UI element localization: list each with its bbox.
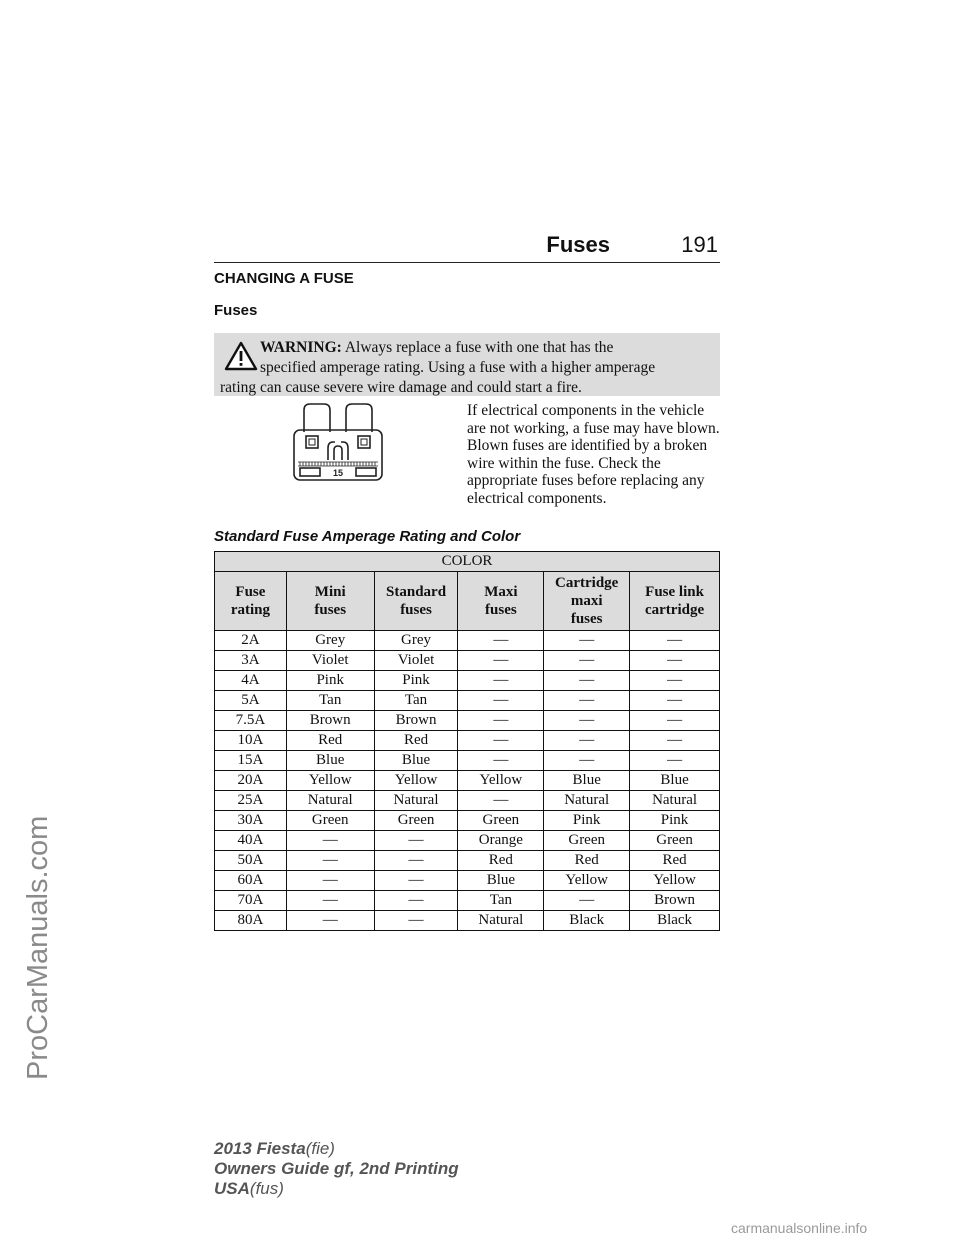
table-cell: — (630, 671, 720, 691)
table-cell: Tan (458, 891, 544, 911)
footer-guide: Owners Guide gf, 2nd Printing (214, 1159, 459, 1178)
column-header (215, 572, 287, 631)
table-cell: — (544, 891, 630, 911)
table-cell: — (458, 751, 544, 771)
table-cell: — (458, 711, 544, 731)
running-header (214, 232, 720, 263)
table-cell: — (544, 631, 630, 651)
table-cell: Red (544, 851, 630, 871)
table-cell: Brown (374, 711, 458, 731)
table-cell: — (630, 651, 720, 671)
table-cell: Yellow (544, 871, 630, 891)
column-header-line: Standard (386, 584, 447, 600)
column-header-line: Mini (314, 584, 346, 600)
table-row (215, 751, 720, 771)
table-cell: 40A (215, 831, 287, 851)
color-group-header: COLOR (215, 552, 720, 572)
table-cell: Green (544, 831, 630, 851)
table-cell: Green (374, 811, 458, 831)
table-cell: Green (286, 811, 374, 831)
table-cell: — (544, 671, 630, 691)
column-header-line: Fuse (235, 584, 266, 600)
warning-line-1: Always replace a fuse with one that has the (344, 339, 614, 356)
table-cell: Brown (286, 711, 374, 731)
table-cell: Pink (544, 811, 630, 831)
table-cell: 3A (215, 651, 287, 671)
table-cell: — (458, 691, 544, 711)
warning-label: WARNING: (260, 339, 342, 356)
column-header-line: Cartridge (555, 575, 619, 591)
column-header-line: Maxi (484, 584, 518, 600)
table-cell: Natural (544, 791, 630, 811)
table-row (215, 651, 720, 671)
table-cell: 7.5A (215, 711, 287, 731)
column-header-line: Fuse link (645, 584, 704, 600)
table-row (215, 851, 720, 871)
fuse-rating-label: 15 (332, 468, 344, 478)
table-cell: Tan (374, 691, 458, 711)
table-cell: — (630, 751, 720, 771)
table-title: Standard Fuse Amperage Rating and Color (214, 528, 521, 545)
table-cell: 5A (215, 691, 287, 711)
table-cell: — (286, 831, 374, 851)
column-header (544, 572, 630, 631)
table-row (215, 671, 720, 691)
table-cell: Green (458, 811, 544, 831)
table-cell: Natural (286, 791, 374, 811)
table-cell: Pink (374, 671, 458, 691)
table-cell: Pink (286, 671, 374, 691)
table-cell: Pink (630, 811, 720, 831)
table-row (215, 691, 720, 711)
side-watermark: ProCarManuals.com (22, 815, 54, 1080)
table-cell: Yellow (286, 771, 374, 791)
footer-region-code: (fus) (249, 1179, 284, 1198)
table-cell: — (374, 831, 458, 851)
table-cell: 70A (215, 891, 287, 911)
blade-fuse-illustration (290, 402, 386, 484)
table-cell: — (544, 711, 630, 731)
table-cell: Violet (286, 651, 374, 671)
table-cell: 10A (215, 731, 287, 751)
table-row (215, 831, 720, 851)
table-cell: Yellow (458, 771, 544, 791)
table-cell: Green (630, 831, 720, 851)
column-header (286, 572, 374, 631)
table-cell: Grey (286, 631, 374, 651)
table-cell: — (458, 731, 544, 751)
warning-box (214, 333, 720, 396)
table-row (215, 731, 720, 751)
table-cell: Blue (458, 871, 544, 891)
table-cell: — (544, 731, 630, 751)
table-cell: Yellow (630, 871, 720, 891)
table-cell: Orange (458, 831, 544, 851)
subheading: Fuses (214, 302, 258, 319)
table-cell: Yellow (374, 771, 458, 791)
table-cell: 30A (215, 811, 287, 831)
table-cell: 50A (215, 851, 287, 871)
footer-region: USA (214, 1179, 250, 1198)
table-cell: — (374, 851, 458, 871)
table-cell: 4A (215, 671, 287, 691)
fuse-description: If electrical components in the vehicle are not working, a fuse may have blown. Blown fuses are identified by a broken wire within the fuse. Check the appropriate fuses before replacing any electrical components. (467, 402, 720, 507)
footer-model-code: (fie) (305, 1139, 335, 1158)
table-cell: Red (286, 731, 374, 751)
table-row (215, 791, 720, 811)
running-header-title: Fuses (546, 232, 610, 257)
table-cell: Natural (630, 791, 720, 811)
table-cell: — (286, 871, 374, 891)
warning-line-3: rating can cause severe wire damage and could start a fire. (220, 379, 582, 396)
table-row (215, 771, 720, 791)
table-cell: — (630, 631, 720, 651)
column-header (458, 572, 544, 631)
table-cell: 20A (215, 771, 287, 791)
table-cell: Blue (544, 771, 630, 791)
table-cell: 25A (215, 791, 287, 811)
table-row (215, 911, 720, 931)
column-header-line: maxi (570, 593, 603, 609)
table-cell: 15A (215, 751, 287, 771)
table-cell: — (544, 651, 630, 671)
table-cell: — (374, 891, 458, 911)
table-cell: Natural (374, 791, 458, 811)
table-cell: Brown (630, 891, 720, 911)
table-cell: Blue (374, 751, 458, 771)
section-heading: CHANGING A FUSE (214, 270, 354, 287)
fuse-color-table (214, 551, 720, 931)
table-row (215, 811, 720, 831)
footer-model: 2013 Fiesta (214, 1139, 306, 1158)
bottom-watermark: carmanualsonline.info (731, 1220, 868, 1236)
table-cell: — (374, 871, 458, 891)
table-row (215, 631, 720, 651)
column-header (630, 572, 720, 631)
column-header-line: cartridge (644, 602, 705, 618)
column-header-line: fuses (570, 611, 603, 627)
table-cell: Natural (458, 911, 544, 931)
table-cell: Blue (630, 771, 720, 791)
table-cell: — (630, 711, 720, 731)
table-cell: — (458, 671, 544, 691)
table-cell: Red (458, 851, 544, 871)
table-cell: — (630, 691, 720, 711)
table-cell: Grey (374, 631, 458, 651)
table-cell: Red (630, 851, 720, 871)
column-header-line: fuses (485, 602, 517, 618)
table-cell: — (458, 631, 544, 651)
column-header-line: fuses (314, 602, 347, 618)
table-cell: — (374, 911, 458, 931)
footer (214, 1139, 459, 1199)
table-cell: — (286, 851, 374, 871)
column-header-line: fuses (400, 602, 432, 618)
table-cell: Tan (286, 691, 374, 711)
table-cell: — (544, 691, 630, 711)
column-header-line: rating (230, 602, 270, 618)
column-header (374, 572, 458, 631)
table-cell: — (544, 751, 630, 771)
table-cell: — (458, 791, 544, 811)
warning-line-2: specified amperage rating. Using a fuse with a higher amperage (260, 359, 656, 376)
table-cell: Black (630, 911, 720, 931)
table-row (215, 871, 720, 891)
table-cell: Violet (374, 651, 458, 671)
table-cell: — (458, 651, 544, 671)
page-number: 191 (681, 232, 718, 257)
table-cell: — (630, 731, 720, 751)
table-row (215, 891, 720, 911)
warning-text (214, 338, 716, 398)
table-cell: Blue (286, 751, 374, 771)
table-cell: Red (374, 731, 458, 751)
table-cell: — (286, 891, 374, 911)
table-cell: 80A (215, 911, 287, 931)
table-cell: 2A (215, 631, 287, 651)
table-cell: — (286, 911, 374, 931)
table-cell: 60A (215, 871, 287, 891)
table-cell: Black (544, 911, 630, 931)
table-row (215, 711, 720, 731)
